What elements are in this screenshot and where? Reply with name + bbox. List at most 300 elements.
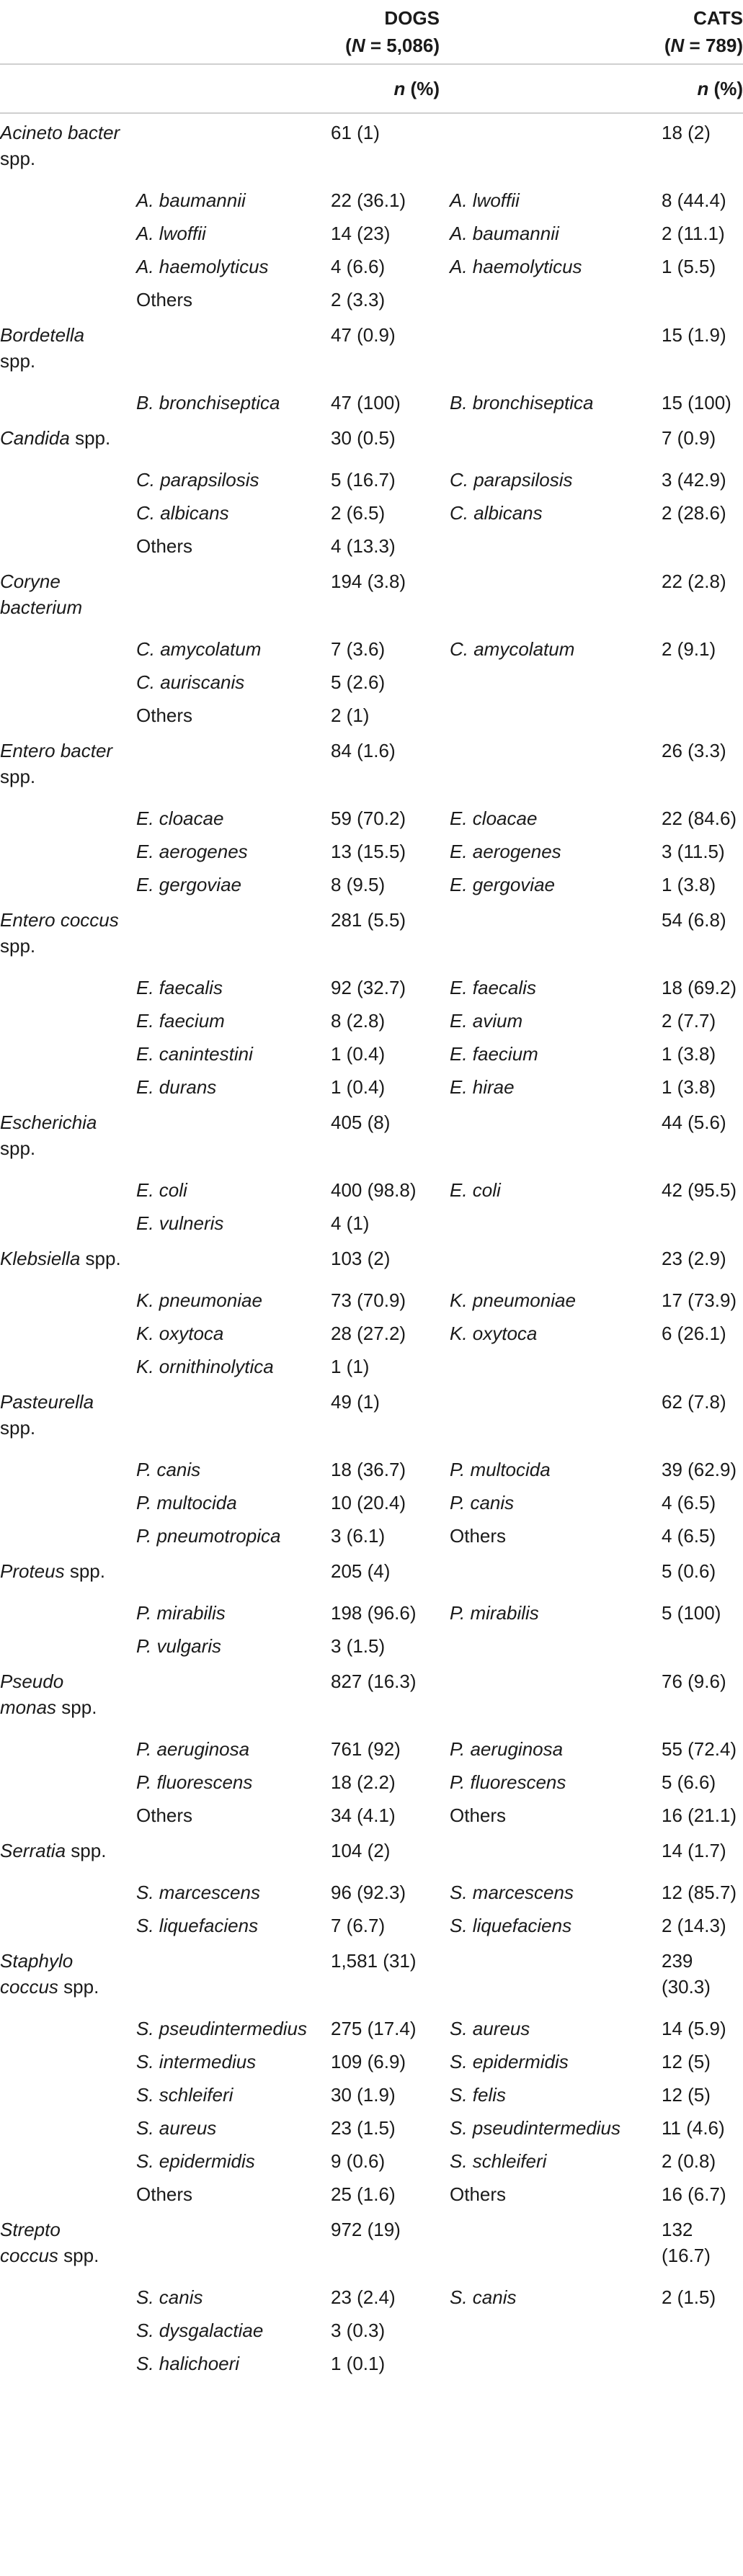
header-dogs-unit: n (%) <box>393 78 440 99</box>
genus-empty <box>0 1799 126 1832</box>
cats-count: 2 (1.5) <box>662 2286 716 2308</box>
dogs-species-empty <box>126 1383 321 1445</box>
dogs-count: 1 (0.1) <box>331 2353 386 2374</box>
species-row <box>0 666 743 699</box>
dogs-species: E. vulneris <box>136 1212 224 1234</box>
cats-species-empty <box>440 1663 646 1725</box>
dogs-count: 9 (0.6) <box>331 2150 386 2172</box>
genus-row <box>0 1383 743 1445</box>
genus-name <box>0 732 126 794</box>
cats-species: S. aureus <box>450 2018 530 2039</box>
cats-count: 42 (95.5) <box>662 1179 737 1201</box>
dogs-count: 18 (36.7) <box>331 1459 406 1480</box>
cats-count: 3 (42.9) <box>662 469 726 491</box>
genus-empty <box>0 455 126 496</box>
cats-count: 22 (84.6) <box>662 808 737 829</box>
genus-empty <box>0 250 126 283</box>
cats-count: 2 (28.6) <box>662 502 726 524</box>
cats-total: 5 (0.6) <box>662 1560 716 1582</box>
dogs-species: E. gergoviae <box>136 874 241 895</box>
dogs-total: 827 (16.3) <box>331 1671 417 1692</box>
cats-species: P. aeruginosa <box>450 1738 564 1760</box>
dogs-count: 3 (6.1) <box>331 1525 386 1547</box>
dogs-count: 1 (1) <box>331 1356 370 1377</box>
dogs-count: 47 (100) <box>331 392 401 413</box>
dogs-species-empty <box>126 1663 321 1725</box>
dogs-species: P. fluorescens <box>136 1771 253 1793</box>
dogs-species: A. baumannii <box>136 189 246 211</box>
dogs-count: 59 (70.2) <box>331 808 406 829</box>
cats-count: 1 (3.8) <box>662 1076 716 1098</box>
dogs-count: 18 (2.2) <box>331 1771 396 1793</box>
genus-suffix: spp. <box>63 2245 99 2266</box>
genus-empty <box>0 666 126 699</box>
dogs-species: K. ornithinolytica <box>136 1356 274 1377</box>
species-row <box>0 1588 743 1629</box>
cats-count: 1 (3.8) <box>662 1043 716 1065</box>
dogs-species: P. multocida <box>136 1492 237 1513</box>
genus-suffix: spp. <box>61 1696 97 1718</box>
genus-label: Pasteurella <box>0 1391 94 1413</box>
cats-count: 4 (6.5) <box>662 1492 716 1513</box>
cats-species: E. cloacae <box>450 808 538 829</box>
genus-suffix: spp. <box>69 1560 105 1582</box>
genus-suffix: spp. <box>0 935 36 957</box>
genus-empty <box>0 2273 126 2314</box>
cats-species: B. bronchiseptica <box>450 392 594 413</box>
cats-total: 26 (3.3) <box>662 740 726 761</box>
dogs-count: 23 (2.4) <box>331 2286 396 2308</box>
dogs-species: S. canis <box>136 2286 203 2308</box>
cats-species: Others <box>450 1525 507 1547</box>
cats-count <box>646 283 743 316</box>
cats-count: 18 (69.2) <box>662 977 737 998</box>
genus-suffix: spp. <box>85 1248 121 1269</box>
header-dogs-n: (N = 5,086) <box>345 35 440 56</box>
header-cats-n: (N = 789) <box>664 35 743 56</box>
genus-empty <box>0 1070 126 1104</box>
cats-species: S. marcescens <box>450 1882 574 1903</box>
species-row <box>0 176 743 217</box>
cats-species-empty <box>440 901 646 963</box>
genus-name <box>0 1240 126 1276</box>
genus-row <box>0 563 743 625</box>
cats-species-empty <box>440 2211 646 2273</box>
cats-species: E. avium <box>450 1010 523 1032</box>
genus-row <box>0 1942 743 2004</box>
genus-empty <box>0 835 126 868</box>
genus-suffix: spp. <box>71 1840 107 1861</box>
dogs-total: 47 (0.9) <box>331 324 396 346</box>
genus-label: Staphylo coccus <box>0 1950 74 1998</box>
genus-name <box>0 901 126 963</box>
dogs-total: 84 (1.6) <box>331 740 396 761</box>
cats-count <box>646 2347 743 2380</box>
species-row <box>0 1909 743 1942</box>
genus-empty <box>0 1037 126 1070</box>
dogs-count: 73 (70.9) <box>331 1289 406 1311</box>
genus-empty <box>0 1909 126 1942</box>
genus-row <box>0 419 743 455</box>
cats-count: 2 (7.7) <box>662 1010 716 1032</box>
genus-row <box>0 316 743 378</box>
dogs-total: 49 (1) <box>331 1391 380 1413</box>
dogs-count: 4 (6.6) <box>331 256 386 277</box>
genus-empty <box>0 2347 126 2380</box>
species-row <box>0 1166 743 1207</box>
dogs-count: 400 (98.8) <box>331 1179 417 1201</box>
genus-name <box>0 1383 126 1445</box>
header-dogs <box>126 0 440 64</box>
genus-row <box>0 1552 743 1588</box>
cats-species: S. epidermidis <box>450 2051 569 2072</box>
genus-row <box>0 113 743 176</box>
genus-label: Strepto coccus <box>0 2219 61 2266</box>
header-dogs-label: DOGS <box>384 7 440 29</box>
cats-total: 7 (0.9) <box>662 427 716 449</box>
dogs-species-empty <box>126 419 321 455</box>
dogs-species: E. canintestini <box>136 1043 253 1065</box>
species-row <box>0 1037 743 1070</box>
cats-count: 16 (6.7) <box>662 2183 726 2205</box>
species-row <box>0 1276 743 1317</box>
cats-total: 132 (16.7) <box>662 2219 711 2266</box>
genus-row <box>0 1663 743 1725</box>
header-cats-label: CATS <box>693 7 743 29</box>
dogs-count: 4 (1) <box>331 1212 370 1234</box>
genus-empty <box>0 1207 126 1240</box>
cats-species <box>440 2347 646 2380</box>
dogs-total: 103 (2) <box>331 1248 391 1269</box>
genus-name <box>0 1104 126 1166</box>
genus-empty <box>0 1766 126 1799</box>
genus-name <box>0 113 126 176</box>
genus-empty <box>0 2314 126 2347</box>
dogs-count: 30 (1.9) <box>331 2084 396 2106</box>
cats-species: Others <box>450 2183 507 2205</box>
species-row <box>0 625 743 666</box>
species-row <box>0 1004 743 1037</box>
species-row <box>0 2004 743 2045</box>
genus-label: Entero coccus <box>0 909 119 931</box>
dogs-species-empty <box>126 901 321 963</box>
dogs-species: Others <box>136 705 193 726</box>
genus-empty <box>0 529 126 563</box>
cats-count <box>646 1350 743 1383</box>
dogs-count: 8 (9.5) <box>331 874 386 895</box>
species-row <box>0 835 743 868</box>
dogs-count: 7 (6.7) <box>331 1915 386 1936</box>
genus-name <box>0 419 126 455</box>
species-row <box>0 1519 743 1552</box>
genus-empty <box>0 2178 126 2211</box>
species-row <box>0 1799 743 1832</box>
dogs-species-empty <box>126 1104 321 1166</box>
genus-name <box>0 563 126 625</box>
cats-count: 8 (44.4) <box>662 189 726 211</box>
dogs-species-empty <box>126 113 321 176</box>
cats-species: Others <box>450 1804 507 1826</box>
dogs-species-empty <box>126 2211 321 2273</box>
cats-count: 5 (6.6) <box>662 1771 716 1793</box>
genus-label: Entero bacter <box>0 740 113 761</box>
cats-total: 76 (9.6) <box>662 1671 726 1692</box>
cats-species-empty <box>440 1104 646 1166</box>
cats-species-empty <box>440 732 646 794</box>
cats-species: S. pseudintermedius <box>450 2117 621 2139</box>
species-row <box>0 250 743 283</box>
cats-species: P. multocida <box>450 1459 551 1480</box>
dogs-total: 104 (2) <box>331 1840 391 1861</box>
dogs-count: 25 (1.6) <box>331 2183 396 2205</box>
species-row <box>0 496 743 529</box>
cats-species <box>440 699 646 732</box>
dogs-species-empty <box>126 1832 321 1868</box>
genus-label: Proteus <box>0 1560 65 1582</box>
cats-total: 239 (30.3) <box>662 1950 711 1998</box>
genus-empty <box>0 1868 126 1909</box>
species-row <box>0 699 743 732</box>
dogs-species: S. aureus <box>136 2117 217 2139</box>
dogs-total: 30 (0.5) <box>331 427 396 449</box>
dogs-species: S. pseudintermedius <box>136 2018 308 2039</box>
dogs-count: 2 (3.3) <box>331 289 386 310</box>
dogs-species: E. durans <box>136 1076 217 1098</box>
dogs-count: 23 (1.5) <box>331 2117 396 2139</box>
header-cats-unit: n (%) <box>697 78 743 99</box>
dogs-species: K. pneumoniae <box>136 1289 262 1311</box>
cats-species-empty <box>440 1832 646 1868</box>
header-empty <box>0 0 126 64</box>
cats-count: 11 (4.6) <box>662 2117 725 2139</box>
dogs-species: A. lwoffii <box>136 223 206 244</box>
cats-count <box>646 2314 743 2347</box>
cats-species-empty <box>440 1552 646 1588</box>
cats-species: P. canis <box>450 1492 515 1513</box>
header-cats <box>440 0 743 64</box>
cats-count: 14 (5.9) <box>662 2018 726 2039</box>
cats-total: 62 (7.8) <box>662 1391 726 1413</box>
dogs-count: 8 (2.8) <box>331 1010 386 1032</box>
cats-species-empty <box>440 113 646 176</box>
genus-label: Candida <box>0 427 70 449</box>
genus-empty <box>0 176 126 217</box>
genus-row <box>0 732 743 794</box>
cats-total: 15 (1.9) <box>662 324 726 346</box>
cats-species: C. albicans <box>450 502 543 524</box>
cats-count <box>646 666 743 699</box>
cats-species <box>440 1207 646 1240</box>
dogs-species-empty <box>126 563 321 625</box>
dogs-count: 4 (13.3) <box>331 535 396 557</box>
genus-row <box>0 1104 743 1166</box>
cats-species-empty <box>440 419 646 455</box>
species-row <box>0 2314 743 2347</box>
species-row <box>0 378 743 419</box>
species-row <box>0 794 743 835</box>
genus-name <box>0 1663 126 1725</box>
dogs-species: P. aeruginosa <box>136 1738 250 1760</box>
species-row <box>0 2347 743 2380</box>
genus-label: Klebsiella <box>0 1248 81 1269</box>
dogs-species: P. pneumotropica <box>136 1525 281 1547</box>
genus-empty <box>0 2111 126 2145</box>
dogs-count: 96 (92.3) <box>331 1882 406 1903</box>
genus-empty <box>0 1004 126 1037</box>
dogs-species: C. auriscanis <box>136 671 245 693</box>
cats-count: 17 (73.9) <box>662 1289 737 1311</box>
genus-suffix: spp. <box>75 427 111 449</box>
genus-name <box>0 1552 126 1588</box>
genus-row <box>0 1240 743 1276</box>
dogs-species: S. dysgalactiae <box>136 2320 264 2341</box>
dogs-species-empty <box>126 316 321 378</box>
genus-name <box>0 2211 126 2273</box>
species-row <box>0 2111 743 2145</box>
cats-species: S. schleiferi <box>450 2150 547 2172</box>
cats-total: 23 (2.9) <box>662 1248 726 1269</box>
dogs-count: 1 (0.4) <box>331 1043 386 1065</box>
species-row <box>0 963 743 1004</box>
dogs-species: K. oxytoca <box>136 1323 224 1344</box>
genus-row <box>0 2211 743 2273</box>
species-row <box>0 1350 743 1383</box>
cats-total: 22 (2.8) <box>662 571 726 592</box>
dogs-species: S. intermedius <box>136 2051 257 2072</box>
dogs-count: 3 (1.5) <box>331 1635 386 1657</box>
dogs-species: Others <box>136 1804 193 1826</box>
genus-empty <box>0 1629 126 1663</box>
genus-suffix: spp. <box>63 1976 99 1998</box>
genus-empty <box>0 1276 126 1317</box>
dogs-species: S. epidermidis <box>136 2150 255 2172</box>
dogs-count: 109 (6.9) <box>331 2051 406 2072</box>
genus-empty <box>0 496 126 529</box>
dogs-total: 205 (4) <box>331 1560 391 1582</box>
genus-empty <box>0 378 126 419</box>
cats-species-empty <box>440 316 646 378</box>
dogs-species: P. vulgaris <box>136 1635 222 1657</box>
cats-count: 1 (5.5) <box>662 256 716 277</box>
cats-species: E. aerogenes <box>450 841 561 862</box>
genus-empty <box>0 217 126 250</box>
genus-suffix: spp. <box>0 1417 36 1439</box>
genus-empty <box>0 1317 126 1350</box>
species-row <box>0 1445 743 1486</box>
cats-count: 15 (100) <box>662 392 731 413</box>
cats-species: S. liquefaciens <box>450 1915 572 1936</box>
species-row <box>0 1725 743 1766</box>
cats-species <box>440 1350 646 1383</box>
dogs-count: 34 (4.1) <box>331 1804 396 1826</box>
cats-count: 2 (11.1) <box>662 223 725 244</box>
table-body <box>0 113 743 2380</box>
dogs-count: 92 (32.7) <box>331 977 406 998</box>
cats-species: E. gergoviae <box>450 874 555 895</box>
cats-count <box>646 1629 743 1663</box>
species-row <box>0 2178 743 2211</box>
dogs-species-empty <box>126 1942 321 2004</box>
header-dogs-n-value: = 5,086 <box>370 35 434 56</box>
cats-species: E. faecium <box>450 1043 538 1065</box>
dogs-species: E. faecalis <box>136 977 223 998</box>
cats-count <box>646 1207 743 1240</box>
cats-count: 1 (3.8) <box>662 874 716 895</box>
cats-species-empty <box>440 1240 646 1276</box>
genus-empty <box>0 1486 126 1519</box>
cats-species: C. parapsilosis <box>450 469 573 491</box>
cats-species <box>440 1629 646 1663</box>
dogs-count: 275 (17.4) <box>331 2018 417 2039</box>
dogs-total: 405 (8) <box>331 1112 391 1133</box>
dogs-count: 2 (6.5) <box>331 502 386 524</box>
dogs-species: S. halichoeri <box>136 2353 240 2374</box>
cats-species-empty <box>440 1942 646 2004</box>
cats-species-empty <box>440 1383 646 1445</box>
dogs-count: 13 (15.5) <box>331 841 406 862</box>
genus-suffix: spp. <box>0 148 36 169</box>
cats-count: 3 (11.5) <box>662 841 725 862</box>
genus-label: Escherichia <box>0 1112 97 1133</box>
cats-species: P. mirabilis <box>450 1602 539 1624</box>
header-row-species <box>0 0 743 64</box>
cats-species: K. oxytoca <box>450 1323 538 1344</box>
cats-count: 12 (5) <box>662 2084 711 2106</box>
genus-empty <box>0 2145 126 2178</box>
cats-species: A. lwoffii <box>450 189 520 211</box>
dogs-count: 2 (1) <box>331 705 370 726</box>
species-row <box>0 1868 743 1909</box>
dogs-species: E. cloacae <box>136 808 224 829</box>
species-row <box>0 2078 743 2111</box>
dogs-species: E. coli <box>136 1179 187 1201</box>
dogs-species: Others <box>136 289 193 310</box>
cats-count: 4 (6.5) <box>662 1525 716 1547</box>
cats-count: 16 (21.1) <box>662 1804 737 1826</box>
cats-count: 2 (0.8) <box>662 2150 716 2172</box>
species-row <box>0 2045 743 2078</box>
cats-count: 55 (72.4) <box>662 1738 737 1760</box>
genus-empty <box>0 1519 126 1552</box>
genus-empty <box>0 1166 126 1207</box>
cats-species <box>440 2314 646 2347</box>
dogs-species: P. mirabilis <box>136 1602 226 1624</box>
genus-empty <box>0 625 126 666</box>
cats-total: 18 (2) <box>662 122 711 143</box>
species-row <box>0 2273 743 2314</box>
dogs-count: 5 (2.6) <box>331 671 386 693</box>
species-row <box>0 1207 743 1240</box>
genus-suffix: spp. <box>0 350 36 372</box>
genus-label: Serratia <box>0 1840 66 1861</box>
dogs-total: 61 (1) <box>331 122 380 143</box>
species-row <box>0 1766 743 1799</box>
cats-count: 12 (85.7) <box>662 1882 737 1903</box>
cats-species: P. fluorescens <box>450 1771 566 1793</box>
dogs-count: 22 (36.1) <box>331 189 406 211</box>
dogs-species: C. albicans <box>136 502 229 524</box>
cats-total: 44 (5.6) <box>662 1112 726 1133</box>
genus-empty <box>0 963 126 1004</box>
dogs-species: E. faecium <box>136 1010 225 1032</box>
genus-empty <box>0 2045 126 2078</box>
genus-empty <box>0 794 126 835</box>
cats-count <box>646 699 743 732</box>
genus-suffix: spp. <box>0 1137 36 1159</box>
genus-label: Coryne bacterium <box>0 571 83 618</box>
genus-empty <box>0 2004 126 2045</box>
dogs-species: S. liquefaciens <box>136 1915 259 1936</box>
